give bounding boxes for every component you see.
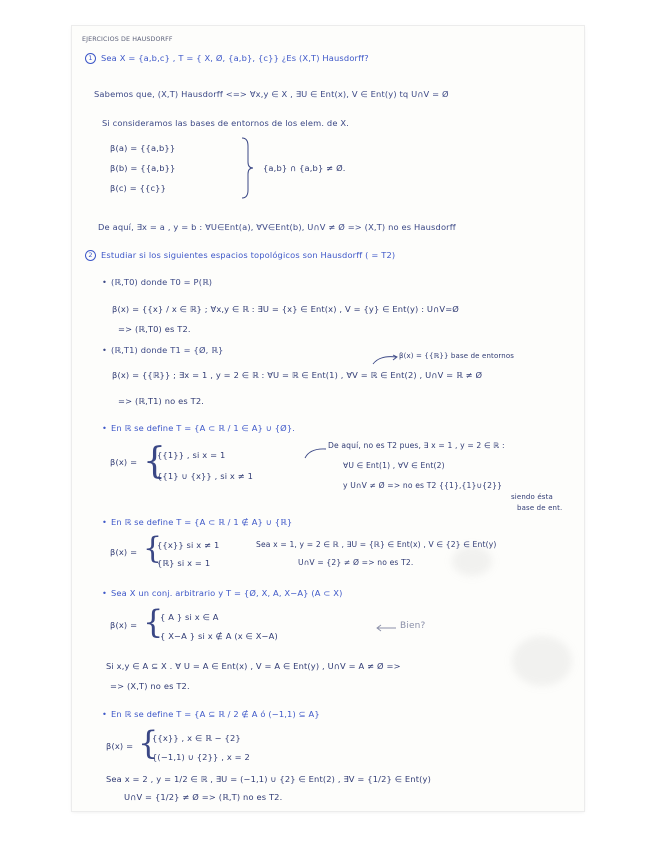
ex2-item2-heading: En ℝ se define T = {A ⊂ ℝ / 1 ∈ A} ∪ {Ø}. bbox=[111, 423, 296, 433]
left-brace-icon: { bbox=[143, 441, 166, 482]
ex1-base-c: β(c) = {{c}} bbox=[110, 183, 167, 193]
beta-label: β(x) = bbox=[110, 547, 138, 557]
ex2-item5-case1: {{x}} , x ∈ ℝ − {2} bbox=[152, 733, 241, 743]
ex2-item4-reason2: => (X,T) no es T2. bbox=[110, 681, 190, 691]
bullet-icon: • bbox=[102, 345, 108, 355]
ex2-item3-reason2: U∩V = {2} ≠ Ø => no es T2. bbox=[298, 558, 414, 567]
ex2-item2-reason3: y U∩V ≠ Ø => no es T2 {{1},{1}∪{2}} bbox=[343, 481, 503, 490]
annotation-arrow-icon bbox=[372, 353, 398, 365]
ex2-item4-case1: { A } si x ∈ A bbox=[160, 612, 219, 622]
ex2-item3-heading: En ℝ se define T = {A ⊂ ℝ / 1 ∉ A} ∪ {ℝ} bbox=[111, 517, 293, 527]
ex2-item1-base: β(x) = {{ℝ}} ; ∃x = 1 , y = 2 ∈ ℝ : ∀U = ℝ ∈ Ent(1) , ∀V = ℝ ∈ Ent(2) , U∩V = ℝ ≠ Ø bbox=[112, 370, 483, 380]
bullet-icon: • bbox=[102, 709, 108, 719]
ex2-item4-reason1: Si x,y ∈ A ⊆ X . ∀ U = A ∈ Ent(x) , V = A ∈ Ent(y) , U∩V = A ≠ Ø => bbox=[106, 661, 401, 671]
ex2-item5-reason2: U∩V = {1/2} ≠ Ø => (ℝ,T) no es T2. bbox=[124, 792, 283, 802]
ex2-item1-result: => (ℝ,T1) no es T2. bbox=[118, 396, 205, 406]
ex2-item2-reason2: ∀U ∈ Ent(1) , ∀V ∈ Ent(2) bbox=[343, 461, 445, 470]
bullet-icon: • bbox=[102, 277, 108, 287]
ex2-item2-reason5: base de ent. bbox=[517, 504, 563, 512]
ex2-item5-reason1: Sea x = 2 , y = 1/2 ∈ ℝ , ∃U = (−1,1) ∪ {2} ∈ Ent(2) , ∃V = {1/2} ∈ Ent(y) bbox=[106, 774, 431, 784]
ex2-item5-case2: {(−1,1) ∪ {2}} , x = 2 bbox=[152, 752, 250, 762]
ex2-item2-case1: {{1}} , si x = 1 bbox=[157, 450, 226, 460]
ex2-item4-bien-note: Bien? bbox=[400, 621, 426, 631]
page-smudge bbox=[452, 546, 492, 576]
bullet-icon: • bbox=[102, 588, 108, 598]
notebook-page bbox=[72, 26, 584, 811]
ex2-item2-case2: {{1} ∪ {x}} , si x ≠ 1 bbox=[157, 471, 254, 481]
ex1-intersection: {a,b} ∩ {a,b} ≠ Ø. bbox=[263, 163, 346, 173]
ex1-consideramos: Si consideramos las bases de entornos de los elem. de X. bbox=[102, 118, 350, 128]
ex2-item0-heading: (ℝ,T0) donde T0 = P(ℝ) bbox=[111, 277, 213, 287]
left-brace-icon: { bbox=[143, 603, 164, 641]
ex2-item4-heading: Sea X un conj. arbitrario y T = {Ø, X, A, X−A} (A ⊂ X) bbox=[111, 588, 343, 598]
beta-label: β(x) = bbox=[110, 457, 138, 467]
bullet-icon: • bbox=[102, 517, 108, 527]
ex1-conclusion: De aquí, ∃x = a , y = b : ∀U∈Ent(a), ∀V∈Ent(b), U∩V ≠ Ø => (X,T) no es Hausdorff bbox=[98, 222, 456, 232]
ex2-item3-case1: {{x}} si x ≠ 1 bbox=[157, 540, 220, 550]
beta-label: β(x) = bbox=[106, 741, 134, 751]
ex2-item3-case2: {ℝ} si x = 1 bbox=[157, 558, 211, 568]
ex2-item2-reason1: De aquí, no es T2 pues, ∃ x = 1 , y = 2 ∈ ℝ : bbox=[328, 441, 505, 450]
ex2-item0-result: => (ℝ,T0) es T2. bbox=[118, 324, 191, 334]
beta-label: β(x) = bbox=[110, 620, 138, 630]
ex2-statement: Estudiar si los siguientes espacios topológicos son Hausdorff ( = T2) bbox=[101, 250, 396, 260]
ex2-item2-reason4: siendo ésta bbox=[511, 493, 553, 501]
exercise-number-2: 2 bbox=[85, 250, 96, 261]
ex2-item3-reason1: Sea x = 1, y = 2 ∈ ℝ , ∃U = {ℝ} ∈ Ent(x) , V ∈ {2} ∈ Ent(y) bbox=[256, 540, 497, 549]
ex2-item1-note: β(x) = {{ℝ}} base de entornos bbox=[399, 352, 515, 360]
ex2-item1-heading: (ℝ,T1) donde T1 = {Ø, ℝ} bbox=[111, 345, 224, 355]
ex1-base-a: β(a) = {{a,b}} bbox=[110, 143, 176, 153]
right-brace-icon bbox=[240, 136, 254, 200]
ex2-item0-base: β(x) = {{x} / x ∈ ℝ} ; ∀x,y ∈ ℝ : ∃U = {x} ∈ Ent(x) , V = {y} ∈ Ent(y) : U∩V=Ø bbox=[112, 304, 459, 314]
annotation-arrow-icon bbox=[304, 446, 328, 460]
ex1-hausdorff-definition: Sabemos que, (X,T) Hausdorff <=> ∀x,y ∈ X , ∃U ∈ Ent(x), V ∈ Ent(y) tq U∩V = Ø bbox=[94, 89, 449, 99]
ex1-base-b: β(b) = {{a,b}} bbox=[110, 163, 176, 173]
arrow-left-icon bbox=[375, 624, 397, 632]
page-smudge bbox=[512, 636, 572, 686]
bullet-icon: • bbox=[102, 423, 108, 433]
exercise-number-1: 1 bbox=[85, 53, 96, 64]
left-brace-icon: { bbox=[138, 724, 159, 762]
ex1-statement: Sea X = {a,b,c} , T = { X, Ø, {a,b}, {c}} ¿Es (X,T) Hausdorff? bbox=[101, 53, 369, 63]
left-brace-icon: { bbox=[143, 531, 163, 566]
ex2-item5-heading: En ℝ se define T = {A ⊆ ℝ / 2 ∉ A ó (−1,1) ⊆ A} bbox=[111, 709, 320, 719]
page-title: EJERCICIOS DE HAUSDORFF bbox=[82, 36, 173, 43]
ex2-item4-case2: { X−A } si x ∉ A (x ∈ X−A) bbox=[160, 631, 278, 641]
